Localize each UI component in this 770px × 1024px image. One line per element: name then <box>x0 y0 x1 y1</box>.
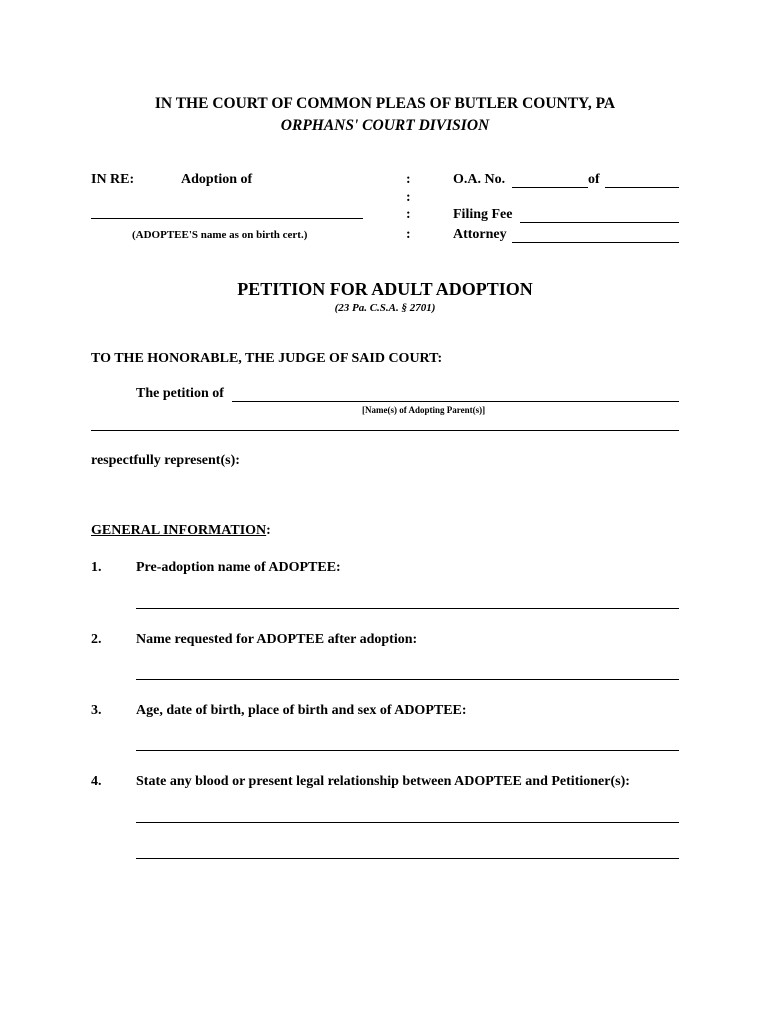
court-name: IN THE COURT OF COMMON PLEAS OF BUTLER COUNTY, PA <box>154 95 616 112</box>
respectfully-represent: respectfully represent(s): <box>91 453 240 468</box>
petitioners-hint: [Name(s) of Adopting Parent(s)] <box>362 405 486 415</box>
relationship-field[interactable] <box>136 822 679 823</box>
petition-of-label: The petition of <box>136 386 224 401</box>
statute-citation: (23 Pa. C.S.A. § 2701) <box>334 302 436 314</box>
oa-no-field[interactable] <box>512 187 588 188</box>
item-label-age-birth-sex: Age, date of birth, place of birth and sex of ADOPTEE: <box>136 703 467 718</box>
petitioners-field[interactable] <box>232 401 679 402</box>
court-division: ORPHANS' COURT DIVISION <box>280 117 490 134</box>
caption-colon: : <box>406 172 411 187</box>
caption-colon: : <box>406 190 411 205</box>
adoptee-name-hint: (ADOPTEE'S name as on birth cert.) <box>132 229 308 241</box>
item-label-relationship: State any blood or present legal relationship between ADOPTEE and Petitioner(s): <box>136 774 630 789</box>
salutation: TO THE HONORABLE, THE JUDGE OF SAID COURT: <box>91 351 443 366</box>
filing-fee-label: Filing Fee <box>453 207 513 222</box>
section-heading-text: GENERAL INFORMATION <box>91 523 267 538</box>
item-number: 1. <box>91 560 102 575</box>
requested-name-field[interactable] <box>136 679 679 680</box>
section-heading-colon: : <box>266 523 271 538</box>
caption-colon: : <box>406 227 411 242</box>
petitioners-field-line2[interactable] <box>91 430 679 431</box>
item-number: 4. <box>91 774 102 789</box>
adoption-of-label: Adoption of <box>181 172 253 187</box>
age-birth-sex-field[interactable] <box>136 750 679 751</box>
preadoption-name-field[interactable] <box>136 608 679 609</box>
adoptee-name-field[interactable] <box>91 218 363 219</box>
item-label-preadoption-name: Pre-adoption name of ADOPTEE: <box>136 560 341 575</box>
filing-fee-field[interactable] <box>520 222 679 223</box>
oa-no-label: O.A. No. <box>453 172 506 187</box>
attorney-label: Attorney <box>453 227 507 242</box>
caption-colon: : <box>406 207 411 222</box>
of-field[interactable] <box>605 187 679 188</box>
relationship-field-line2[interactable] <box>136 858 679 859</box>
document-title: PETITION FOR ADULT ADOPTION <box>237 279 533 299</box>
attorney-field[interactable] <box>512 242 679 243</box>
of-label: of <box>588 172 600 187</box>
in-re-label: IN RE: <box>91 172 135 187</box>
item-number: 2. <box>91 632 102 647</box>
section-heading <box>91 523 271 539</box>
item-number: 3. <box>91 703 102 718</box>
item-label-requested-name: Name requested for ADOPTEE after adoption: <box>136 632 418 647</box>
